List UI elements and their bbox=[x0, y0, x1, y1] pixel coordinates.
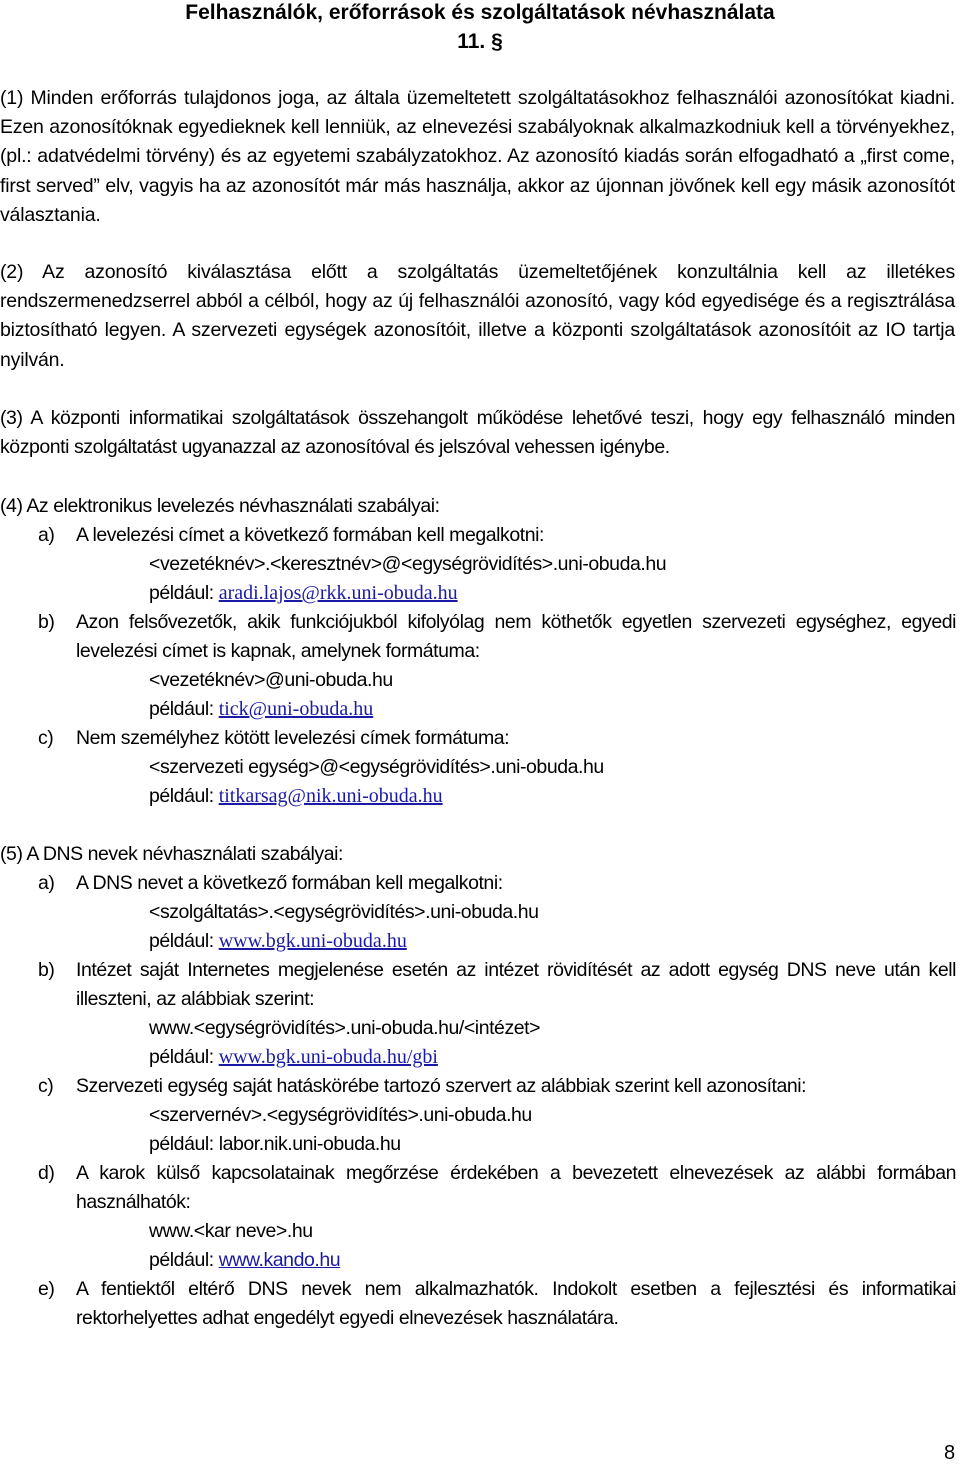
list-item-marker: c) bbox=[38, 1075, 54, 1097]
list-item-marker: c) bbox=[38, 727, 54, 749]
example-label: például: bbox=[149, 1133, 214, 1155]
list-item-text: A levelezési címet a következő formában kell megalkotni: bbox=[76, 524, 544, 546]
paragraph-4-heading: (4) Az elektronikus levelezés névhasználati szabályai: bbox=[0, 495, 440, 517]
format-pattern: <vezetéknév>@uni-obuda.hu bbox=[149, 669, 393, 691]
example-line bbox=[149, 1043, 438, 1072]
list-item-marker: a) bbox=[38, 524, 55, 546]
example-line bbox=[149, 782, 443, 811]
example-email-link[interactable]: tick@uni-obuda.hu bbox=[218, 698, 374, 720]
example-line bbox=[149, 1246, 340, 1275]
example-label: például: bbox=[149, 785, 214, 807]
example-email-link[interactable]: titkarsag@nik.uni-obuda.hu bbox=[218, 785, 443, 807]
example-label: például: bbox=[149, 1046, 214, 1068]
list-item-marker: e) bbox=[38, 1278, 55, 1300]
list-item-text: A karok külső kapcsolatainak megőrzése érdekében a bevezetett elnevezések az alábbi formában használhatók: bbox=[76, 1162, 956, 1214]
paragraph-1: (1) Minden erőforrás tulajdonos joga, az általa üzemeltetett szolgáltatásokhoz felhasználói azonosítókat kiadni. Ezen azonosítóknak egyedieknek kell lenniük, az elnevezési szabályoknak alkalmazkodniuk kell a törvényekhez, (pl.: adatvédelmi törvény) és az egyetemi szabályzatokhoz. Az azonosító kiadás során elfogadható a „first come, first served” elv, vagyis ha az azonosítót már más használja, akkor az újonnan jövőnek kell egy másik azonosítót választania. bbox=[0, 87, 955, 226]
example-line bbox=[149, 579, 458, 608]
list-item-text: Nem személyhez kötött levelezési címek formátuma: bbox=[76, 727, 510, 749]
example-label: például: bbox=[149, 930, 214, 952]
list-item-marker: b) bbox=[38, 611, 55, 633]
example-line bbox=[149, 1130, 401, 1159]
paragraph-3: (3) A központi informatikai szolgáltatások összehangolt működése lehetővé teszi, hogy egy felhasználó minden központi szolgáltatást ugyanazzal az azonosítóval és jelszóval vehessen igénybe. bbox=[0, 407, 955, 459]
paragraph-2: (2) Az azonosító kiválasztása előtt a szolgáltatás üzemeltetőjének konzultálnia kell az illetékes rendszermenedzserrel abból a célból, hogy az új felhasználói azonosító, vagy kód egyedisége és a regisztrálása biztosítható legyen. A szervezeti egységek azonosítóit, illetve a központi szolgáltatások azonosítóit az IO tartja nyilván. bbox=[0, 261, 955, 371]
paragraph-5-heading: (5) A DNS nevek névhasználati szabályai: bbox=[0, 843, 343, 865]
list-item-marker: d) bbox=[38, 1162, 55, 1184]
example-line bbox=[149, 695, 373, 724]
list-item-text: Szervezeti egység saját hatáskörébe tartozó szervert az alábbiak szerint kell azonosítani: bbox=[76, 1075, 807, 1097]
list-item-marker: b) bbox=[38, 959, 55, 981]
example-label: például: bbox=[149, 582, 214, 604]
list-item-text: Azon felsővezetők, akik funkciójukból kifolyólag nem köthetők egyetlen szervezeti egységhez, egyedi levelezési címet is kapnak, amelynek formátuma: bbox=[76, 611, 956, 663]
format-pattern: <vezetéknév>.<keresztnév>@<egységrövidítés>.uni-obuda.hu bbox=[149, 553, 667, 575]
example-url-link[interactable]: www.bgk.uni-obuda.hu/gbi bbox=[218, 1046, 438, 1068]
list-item-text: A fentiektől eltérő DNS nevek nem alkalmazhatók. Indokolt esetben a fejlesztési és informatikai rektorhelyettes adhat engedélyt egyedi elnevezések használatára. bbox=[76, 1278, 956, 1330]
example-label: például: bbox=[149, 1249, 214, 1271]
example-email-link[interactable]: aradi.lajos@rkk.uni-obuda.hu bbox=[218, 582, 458, 604]
format-pattern: <szervernév>.<egységrövidítés>.uni-obuda.hu bbox=[149, 1104, 532, 1126]
format-pattern: <szolgáltatás>.<egységrövidítés>.uni-obuda.hu bbox=[149, 901, 539, 923]
example-label: például: bbox=[149, 698, 214, 720]
format-pattern: www.<egységrövidítés>.uni-obuda.hu/<intézet> bbox=[149, 1017, 541, 1039]
format-pattern: www.<kar neve>.hu bbox=[149, 1220, 313, 1242]
example-url-link[interactable]: www.kando.hu bbox=[218, 1249, 341, 1271]
example-url-link[interactable]: www.bgk.uni-obuda.hu bbox=[218, 930, 407, 952]
example-line bbox=[149, 927, 407, 956]
section-title: Felhasználók, erőforrások és szolgáltatások névhasználata bbox=[185, 1, 775, 24]
page-number: 8 bbox=[944, 1442, 956, 1464]
list-item-text: A DNS nevet a következő formában kell megalkotni: bbox=[76, 872, 503, 894]
example-hostname: labor.nik.uni-obuda.hu bbox=[218, 1133, 401, 1155]
list-item-text: Intézet saját Internetes megjelenése esetén az intézet rövidítését az adott egység DNS neve után kell illeszteni, az alábbiak szerint: bbox=[76, 959, 956, 1011]
section-number: 11. § bbox=[457, 30, 503, 53]
format-pattern: <szervezeti egység>@<egységrövidítés>.uni-obuda.hu bbox=[149, 756, 604, 778]
list-item-marker: a) bbox=[38, 872, 55, 894]
